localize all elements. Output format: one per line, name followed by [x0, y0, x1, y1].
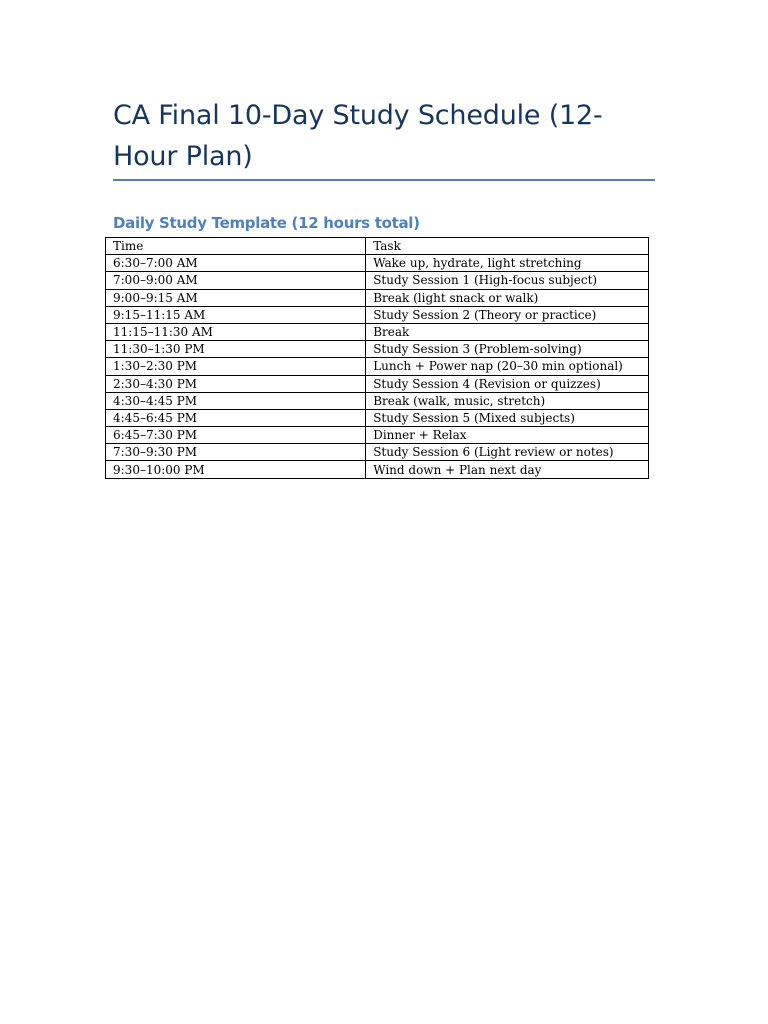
- task-cell: Study Session 5 (Mixed subjects): [366, 409, 649, 426]
- title-underline: [113, 179, 655, 181]
- table-row: [106, 392, 649, 409]
- table-row: [106, 341, 649, 358]
- table-header: [106, 238, 649, 255]
- table-row: [106, 358, 649, 375]
- task-cell: Break (walk, music, stretch): [366, 392, 649, 409]
- table-header-row: [106, 238, 649, 255]
- task-cell: Lunch + Power nap (20–30 min optional): [366, 358, 649, 375]
- table-row: [106, 289, 649, 306]
- table-row: [106, 323, 649, 340]
- time-cell: 9:30–10:00 PM: [106, 461, 366, 478]
- time-cell: 6:30–7:00 AM: [106, 255, 366, 272]
- table-row: [106, 272, 649, 289]
- table-row: [106, 461, 649, 478]
- section-heading: Daily Study Template (12 hours total): [113, 214, 420, 232]
- header-task: Task: [366, 238, 649, 255]
- time-cell: 1:30–2:30 PM: [106, 358, 366, 375]
- task-cell: Study Session 4 (Revision or quizzes): [366, 375, 649, 392]
- document-title: CA Final 10-Day Study Schedule (12-Hour Plan): [113, 100, 603, 172]
- schedule-table: [105, 237, 649, 479]
- time-cell: 11:30–1:30 PM: [106, 341, 366, 358]
- time-cell: 6:45–7:30 PM: [106, 427, 366, 444]
- table-row: [106, 255, 649, 272]
- table-row: [106, 306, 649, 323]
- task-cell: Wind down + Plan next day: [366, 461, 649, 478]
- time-cell: 4:30–4:45 PM: [106, 392, 366, 409]
- time-cell: 7:30–9:30 PM: [106, 444, 366, 461]
- task-cell: Break (light snack or walk): [366, 289, 649, 306]
- table-row: [106, 427, 649, 444]
- task-cell: Study Session 3 (Problem-solving): [366, 341, 649, 358]
- table-body: [106, 255, 649, 478]
- task-cell: Study Session 1 (High-focus subject): [366, 272, 649, 289]
- task-cell: Study Session 6 (Light review or notes): [366, 444, 649, 461]
- time-cell: 4:45–6:45 PM: [106, 409, 366, 426]
- task-cell: Wake up, hydrate, light stretching: [366, 255, 649, 272]
- table-row: [106, 409, 649, 426]
- table-row: [106, 375, 649, 392]
- task-cell: Study Session 2 (Theory or practice): [366, 306, 649, 323]
- task-cell: Dinner + Relax: [366, 427, 649, 444]
- time-cell: 7:00–9:00 AM: [106, 272, 366, 289]
- task-cell: Break: [366, 323, 649, 340]
- time-cell: 9:00–9:15 AM: [106, 289, 366, 306]
- time-cell: 9:15–11:15 AM: [106, 306, 366, 323]
- time-cell: 2:30–4:30 PM: [106, 375, 366, 392]
- table-row: [106, 444, 649, 461]
- time-cell: 11:15–11:30 AM: [106, 323, 366, 340]
- header-time: Time: [106, 238, 366, 255]
